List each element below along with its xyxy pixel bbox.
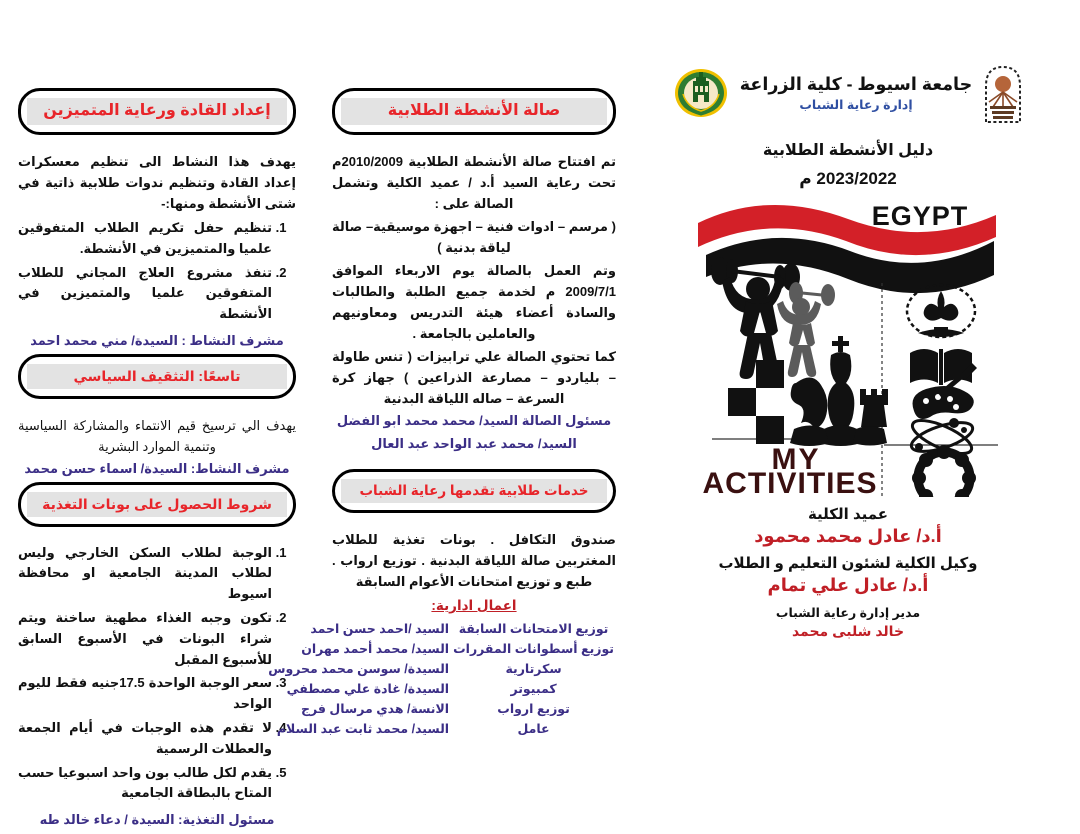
cover-column	[630, 0, 1080, 834]
hall-paragraph-4: كما تحتوي الصالة علي ترابيزات ( تنس طاولة – بلياردو – مصارعة الذراعين ) جهاز كرة السرعة – صاله اللياقة البدنية	[332, 349, 616, 407]
open-book-icon	[910, 349, 972, 385]
hall-supervisor-1: مسئول الصالة السيد/ محمد محمد ابو الفضل	[336, 413, 612, 429]
admin-staff-table	[266, 618, 616, 738]
table-row	[266, 618, 616, 638]
admin-works-header: اعمال ادارية:	[431, 598, 517, 614]
staff-role: عامل	[517, 721, 550, 736]
political-intro: يهدف الي ترسيخ قيم الانتماء والمشاركة السياسية وتنمية الموارد البشرية	[18, 417, 296, 454]
section-title-activities-hall	[332, 88, 616, 135]
political-supervisor: مشرف النشاط: السيدة/ اسماء حسن محمد	[24, 460, 290, 476]
table-row	[266, 718, 616, 738]
section-title-food-coupons	[18, 482, 296, 527]
hall-paragraph-2: ( مرسم – ادوات فنية – اجهزة موسيقية– صالة لياقة بدنية )	[332, 218, 616, 255]
department-line: إدارة رعاية الشباب	[799, 98, 913, 112]
agriculture-faculty-crest-icon	[670, 66, 732, 120]
table-row	[266, 658, 616, 678]
food-coupon-conditions-list	[18, 543, 296, 805]
staff-role: كمبيوتر	[510, 681, 557, 696]
guide-title: دليل الأنشطة الطلابية	[762, 142, 934, 159]
staff-name: السيد/ محمد ثابت عبد السلام	[276, 721, 450, 736]
list-item: 1. الوجبة لطلاب السكن الخارجي وليس لطلاب المدينة الجامعية او محافظة اسيوط	[18, 543, 272, 605]
leaders-title-text: إعداد القادة ورعاية المتميزين	[43, 102, 271, 119]
list-item: 5. يقدم لكل طالب بون واحد اسبوعيا حسب المتاح بالبطاقة الجامعية	[18, 763, 272, 805]
weightlifting-icon-secondary	[777, 282, 835, 377]
section-title-political	[18, 354, 296, 399]
activities-hall-title-text: صالة الأنشطة الطلابية	[387, 102, 561, 119]
section-title-student-services	[332, 469, 616, 513]
political-title-text: تاسعًا: التثقيف السياسي	[73, 367, 241, 384]
leaders-list	[18, 218, 296, 325]
signature-name-youth-director: خالد شلبى محمد	[791, 623, 905, 639]
staff-role: سكرتارية	[505, 661, 562, 676]
food-coupons-title-text: شروط الحصول على بونات التغذية	[42, 495, 272, 512]
list-item: 4. لا تقدم هذه الوجبات في أيام الجمعة والعطلات الرسمية	[18, 718, 272, 760]
table-row	[266, 638, 616, 658]
hall-paragraph-1: تم افتتاح صالة الأنشطة الطلابية 2010/2009م تحت رعاية السيد أ.د / عميد الكلية وتشمل الصالة على :	[332, 153, 616, 211]
checkerboard-icon	[728, 360, 784, 444]
signature-name-vice-dean: أ.د/ عادل علي تمام	[767, 575, 929, 595]
staff-role: توزيع الامتحانات السابقة	[458, 621, 609, 636]
hall-supervisor-2: السيد/ محمد عبد الواحد عبد العال	[371, 436, 577, 452]
student-services-title-text: خدمات طلابية تقدمها رعاية الشباب	[359, 482, 589, 498]
staff-role: توزيع ارواب	[497, 701, 570, 716]
services-paragraph: صندوق التكافل . بونات تغذية للطلاب المغتربين صالة اللياقة البدنية . توزيع ارواب . طبع و توزيع امتحانات الأعوام السابقة	[332, 531, 616, 590]
university-title-block	[740, 74, 972, 112]
staff-name: السيدة/ غادة علي مصطفي	[286, 681, 450, 696]
food-supervisor: مسئول التغذية: السيدة / دعاء خالد طه	[39, 812, 275, 828]
signature-name-dean: أ.د/ عادل محمد محمود	[754, 526, 942, 546]
section-title-leaders	[18, 88, 296, 135]
signature-block	[650, 505, 1046, 640]
cover-artwork	[698, 197, 998, 497]
leaders-intro: يهدف هذا النشاط الى تنظيم معسكرات إعداد القادة وتنظيم ندوات طلابية ذاتية في شتى الأنشطة ومنها:-	[18, 153, 296, 211]
list-item: 1. تنظيم حفل تكريم الطلاب المتفوقين علميا والمتميزين في الأنشطة.	[18, 218, 272, 260]
cover-header	[650, 62, 1046, 124]
leaders-supervisor: مشرف النشاط : السيدة/ مني محمد احمد	[30, 332, 284, 348]
table-row	[266, 698, 616, 718]
university-line: جامعة اسيوط - كلية الزراعة	[739, 74, 973, 94]
list-item: 2. تكون وجبه الغذاء مطهية ساخنة ويتم شراء البونات في الأسبوع السابق للأسبوع المقبل	[18, 608, 272, 670]
list-item: 2. تنفذ مشروع العلاج المجاني للطلاب المتفوقين علميا والمتميزين في الأنشطة	[18, 263, 272, 325]
signature-role-youth-director: مدير إدارة رعاية الشباب	[775, 606, 921, 620]
my-activities-emblem	[698, 197, 998, 497]
assiut-university-logo-icon	[980, 62, 1026, 124]
wordmark-my: MY	[771, 443, 821, 476]
staff-name: السيد/ محمد أحمد مهران	[301, 641, 450, 656]
table-row	[266, 678, 616, 698]
middle-column	[268, 0, 630, 834]
list-item: 3. سعر الوجبة الواحدة 17.5جنيه فقط لليوم الواحد	[18, 673, 272, 715]
svg-text:EGYPT: EGYPT	[871, 201, 969, 231]
staff-name: الانسة/ هدي مرسال فرج	[300, 701, 450, 716]
hall-paragraph-3: وتم العمل بالصالة يوم الاربعاء الموافق 2009/7/1 م لخدمة جميع الطلبة والطالبات والسادة أعضاء هيئة التدريس ومعاونيهم والعاملين بالجامعة .	[332, 263, 616, 342]
staff-role: توزيع أسطوانات المقررات	[453, 641, 614, 656]
wordmark-activities: ACTIVITIES	[702, 467, 878, 497]
staff-name: السيد /احمد حسن احمد	[310, 621, 450, 636]
guide-year: 2023/2022 م	[799, 169, 897, 188]
signature-role-vice-dean: وكيل الكلية لشئون التعليم و الطلاب	[718, 555, 978, 572]
signature-role-dean: عميد الكلية	[807, 506, 889, 523]
staff-name: السيدة/ سوسن محمد محروس	[268, 661, 450, 676]
